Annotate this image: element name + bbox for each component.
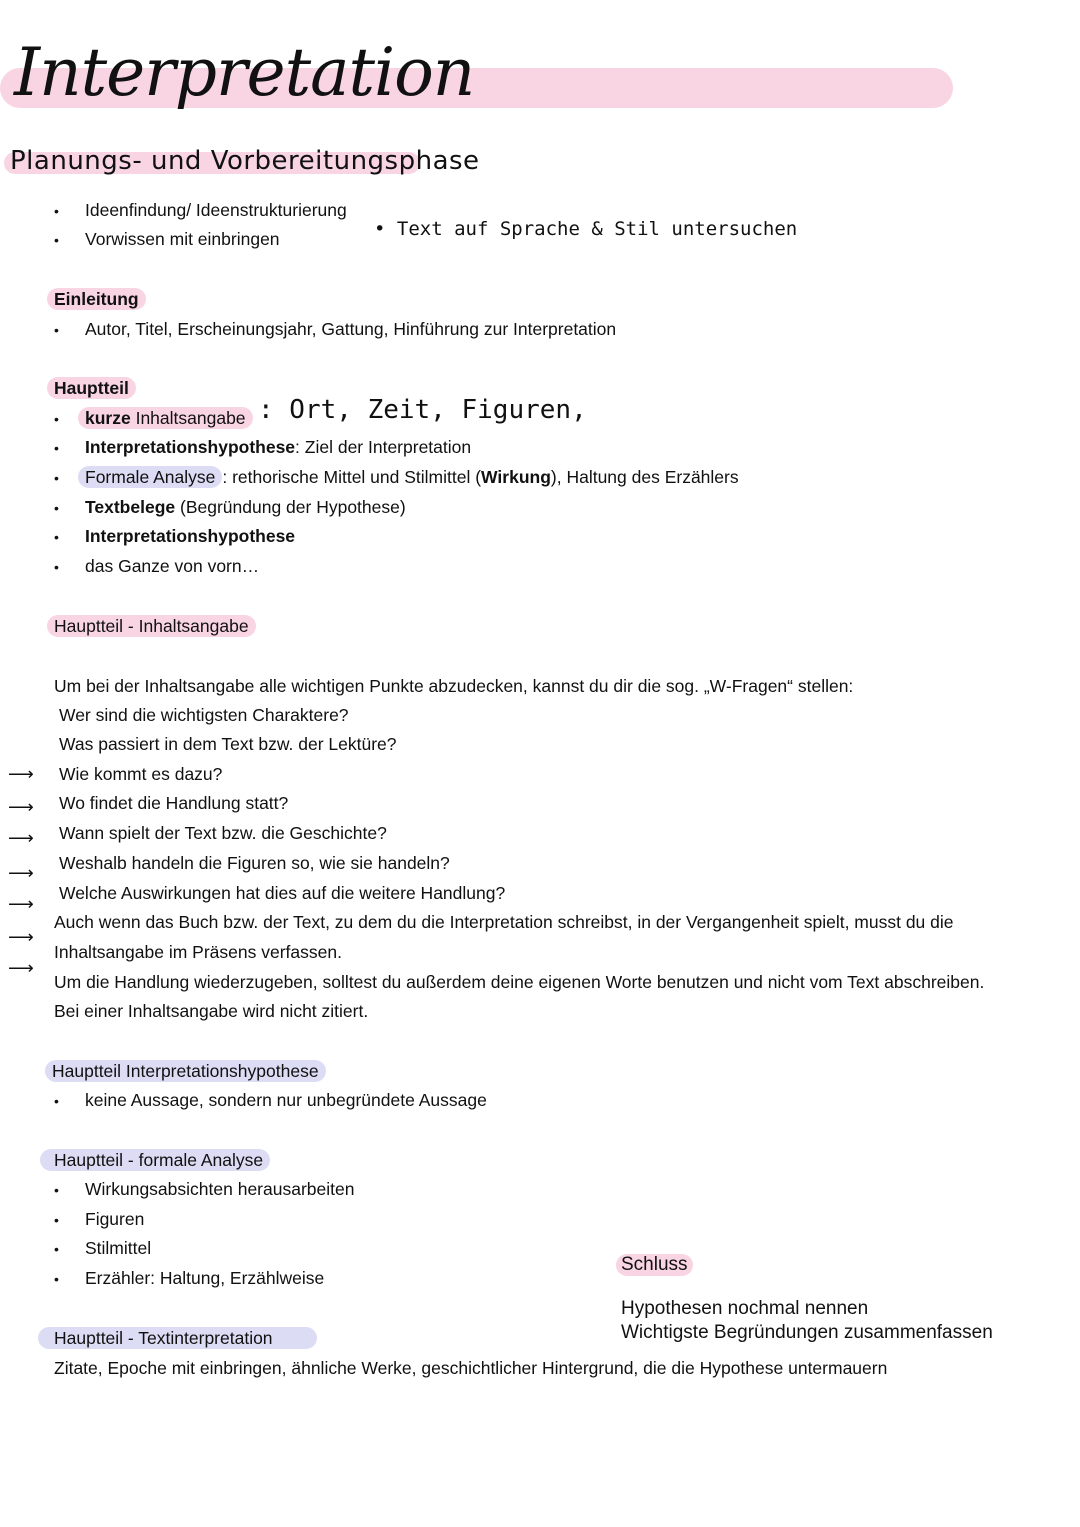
- list-item: Wirkungsabsichten herausarbeiten: [85, 1179, 355, 1199]
- question: Wer sind die wichtigsten Charaktere?: [59, 705, 349, 725]
- list-item: Erzähler: Haltung, Erzählweise: [85, 1268, 325, 1288]
- bullet: •: [54, 1093, 59, 1109]
- list-item-bold: Wirkung: [481, 467, 551, 487]
- hypothese-heading: Hauptteil Interpretationshypothese: [45, 1060, 326, 1082]
- einleitung-heading: Einleitung: [47, 288, 146, 310]
- list-item: Figuren: [85, 1209, 145, 1229]
- paragraph: Bei einer Inhaltsangabe wird nicht zitiert.: [54, 1001, 369, 1021]
- bullet: •: [54, 322, 59, 338]
- list-item: das Ganze von vorn…: [85, 556, 260, 576]
- bullet: •: [54, 1212, 59, 1228]
- list-item: [85, 436, 471, 458]
- paragraph: Um bei der Inhaltsangabe alle wichtigen Punkte abzudecken, kannst du dir die sog. „W-Fragen“ stellen:: [54, 676, 854, 696]
- arrow-icon: ⟶: [8, 927, 34, 947]
- formale-heading: Hauptteil - formale Analyse: [40, 1149, 270, 1171]
- bullet: •: [54, 559, 59, 575]
- schluss-line: Hypothesen nochmal nennen: [621, 1298, 869, 1319]
- bullet: •: [54, 1182, 59, 1198]
- question: Was passiert in dem Text bzw. der Lektüre?: [59, 734, 397, 754]
- list-item-text: ), Haltung des Erzählers: [550, 467, 739, 487]
- list-item: Ideenfindung/ Ideenstrukturierung: [85, 200, 347, 220]
- bullet: •: [54, 470, 59, 486]
- handwritten-note: • Text auf Sprache & Stil untersuchen: [374, 218, 798, 240]
- bullet: •: [54, 411, 59, 427]
- arrow-icon: ⟶: [8, 828, 34, 848]
- list-item: Stilmittel: [85, 1238, 152, 1258]
- arrow-icon: ⟶: [8, 863, 34, 883]
- list-item: Vorwissen mit einbringen: [85, 229, 280, 249]
- paragraph: Auch wenn das Buch bzw. der Text, zu dem du die Interpretation schreibst, in der Vergangenheit spielt, musst du die: [54, 912, 954, 932]
- bullet: •: [54, 1241, 59, 1257]
- page-title: Interpretation: [14, 34, 475, 111]
- list-item-text: : rethorische Mittel und Stilmittel (: [222, 467, 482, 487]
- bullet: •: [54, 440, 59, 456]
- bullet: •: [54, 203, 59, 219]
- list-item: [78, 466, 739, 488]
- section-title: Planungs- und Vorbereitungsphase: [10, 146, 480, 176]
- paragraph: Inhaltsangabe im Präsens verfassen.: [54, 942, 342, 962]
- bullet: •: [54, 529, 59, 545]
- question: Weshalb handeln die Figuren so, wie sie handeln?: [59, 853, 450, 873]
- paragraph: Zitate, Epoche mit einbringen, ähnliche Werke, geschichtlicher Hintergrund, die die Hypothese untermauern: [54, 1358, 888, 1378]
- list-item-bold: Interpretationshypothese: [85, 437, 296, 457]
- schluss-heading: Schluss: [616, 1254, 693, 1276]
- list-item-text: : Ziel der Interpretation: [295, 437, 472, 457]
- paragraph: Um die Handlung wiederzugeben, solltest du außerdem deine eigenen Worte benutzen und nicht vom Text abschreiben.: [54, 972, 985, 992]
- question: Wo findet die Handlung statt?: [59, 793, 289, 813]
- list-item: [85, 496, 406, 518]
- arrow-icon: ⟶: [8, 797, 34, 817]
- list-item-text: Inhaltsangabe: [130, 408, 246, 428]
- list-item-bold: kurze: [85, 408, 131, 428]
- list-item-text: (Begründung der Hypothese): [175, 497, 406, 517]
- handwritten-note: : Ort, Zeit, Figuren,: [258, 395, 587, 425]
- list-item: keine Aussage, sondern nur unbegründete Aussage: [85, 1090, 487, 1110]
- textinterpretation-heading: Hauptteil - Textinterpretation: [38, 1327, 317, 1349]
- list-item: [78, 407, 253, 429]
- list-item: Interpretationshypothese: [85, 526, 296, 546]
- schluss-line: Wichtigste Begründungen zusammenfassen: [621, 1322, 993, 1343]
- bullet: •: [54, 232, 59, 248]
- arrow-icon: ⟶: [8, 894, 34, 914]
- bullet: •: [54, 500, 59, 516]
- question: Wann spielt der Text bzw. die Geschichte?: [59, 823, 387, 843]
- question: Welche Auswirkungen hat dies auf die weitere Handlung?: [59, 883, 506, 903]
- question: Wie kommt es dazu?: [59, 764, 223, 784]
- arrow-icon: ⟶: [8, 764, 34, 784]
- arrow-icon: ⟶: [8, 958, 34, 978]
- list-item: Autor, Titel, Erscheinungsjahr, Gattung, Hinführung zur Interpretation: [85, 319, 617, 339]
- list-item-highlight: Formale Analyse: [78, 466, 222, 488]
- list-item-bold: Textbelege: [85, 497, 176, 517]
- hauptteil-heading: Hauptteil: [47, 377, 136, 399]
- inhaltsangabe-heading: Hauptteil - Inhaltsangabe: [47, 615, 256, 637]
- bullet: •: [54, 1271, 59, 1287]
